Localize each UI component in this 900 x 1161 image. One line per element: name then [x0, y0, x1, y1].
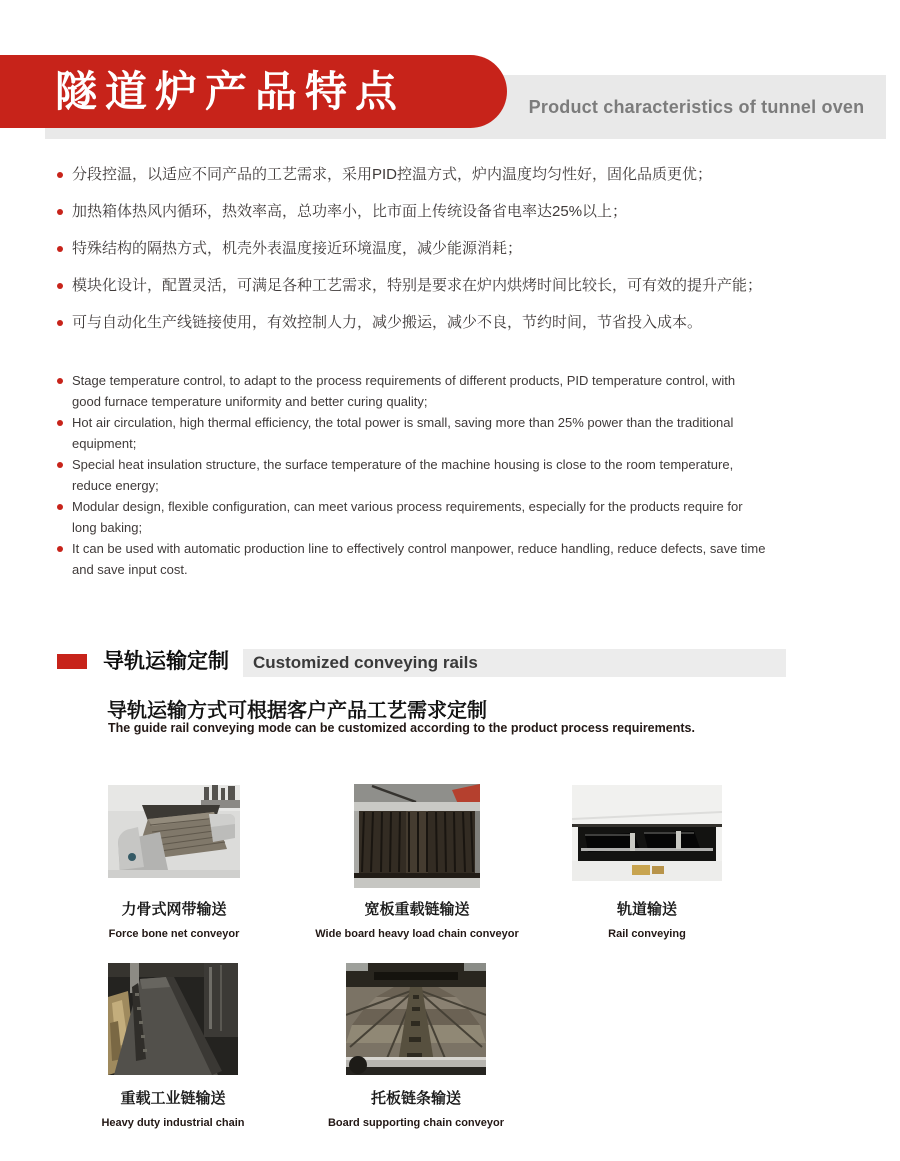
board-supporting-chain-conveyor-photo [346, 963, 486, 1075]
bullet-dot-icon [57, 209, 63, 215]
conveyor-name-en: Force bone net conveyor [108, 928, 240, 940]
conveyor-name-cn: 宽板重载链输送 [364, 901, 470, 918]
conveyor-card [327, 963, 505, 1129]
section-subtitle-en: The guide rail conveying mode can be customized according to the product process requirements. [108, 721, 695, 735]
feature-en-item [55, 454, 767, 496]
header-subtitle-en: Product characteristics of tunnel oven [528, 96, 865, 117]
bullet-dot-icon [57, 462, 63, 468]
bullet-dot-icon [57, 246, 63, 252]
feature-cn-text: 分段控温，以适应不同产品的工艺需求，采用PID控温方式，炉内温度均匀性好，固化品质更优； [72, 166, 713, 183]
section-title-en: Customized conveying rails [253, 653, 478, 672]
conveyor-card [108, 785, 240, 940]
section-title-cn: 导轨运输定制 [103, 650, 229, 673]
conveyor-name-cn: 轨道输送 [616, 901, 677, 918]
bullet-dot-icon [57, 420, 63, 426]
feature-cn-item [55, 241, 885, 257]
feature-en-text: Special heat insulation structure, the surface temperature of the machine housing is close to the room temperature, reduce energy; [72, 457, 734, 493]
feature-cn-item [55, 204, 885, 220]
feature-cn-item [55, 278, 885, 294]
bullet-dot-icon [57, 320, 63, 326]
section-red-marker-icon [57, 654, 87, 669]
bullet-dot-icon [57, 172, 63, 178]
bullet-dot-icon [57, 504, 63, 510]
feature-en-item [55, 370, 767, 412]
feature-cn-text: 加热箱体热风内循环，热效率高，总功率小，比市面上传统设备省电率达25%以上； [72, 203, 628, 220]
feature-cn-item [55, 315, 885, 331]
features-cn-list [55, 167, 885, 352]
conveyor-name-en: Board supporting chain conveyor [327, 1117, 505, 1129]
feature-cn-text: 模块化设计，配置灵活，可满足各种工艺需求，特别是要求在炉内烘烤时间比较长，可有效的提升产能； [72, 277, 763, 294]
features-en-list [55, 370, 767, 580]
force-bone-net-conveyor-photo [108, 785, 240, 878]
section-subtitle-cn: 导轨运输方式可根据客户产品工艺需求定制 [107, 700, 487, 722]
feature-cn-item [55, 167, 885, 183]
conveyor-name-cn: 重载工业链输送 [120, 1090, 226, 1107]
conveyor-card [101, 963, 245, 1129]
page-title: 隧道炉产品特点 [55, 68, 406, 115]
feature-cn-text: 特殊结构的隔热方式，机壳外表温度接近环境温度，减少能源消耗； [72, 240, 523, 257]
feature-en-item [55, 538, 767, 580]
conveyor-caption [276, 1087, 556, 1129]
conveyor-caption [33, 1087, 313, 1129]
conveyor-caption [507, 898, 787, 940]
conveyor-card [572, 785, 722, 940]
bullet-dot-icon [57, 546, 63, 552]
feature-en-text: Modular design, flexible configuration, can meet various process requirements, especially for the products require for long baking; [72, 499, 743, 535]
feature-en-item [55, 412, 767, 454]
bullet-dot-icon [57, 378, 63, 384]
feature-cn-text: 可与自动化生产线链接使用，有效控制人力，减少搬运，减少不良，节约时间，节省投入成本。 [72, 314, 703, 331]
heavy-duty-industrial-chain-photo [108, 963, 238, 1075]
conveyor-name-cn: 力骨式网带输送 [121, 901, 227, 918]
conveyor-name-cn: 托板链条输送 [370, 1090, 461, 1107]
feature-en-text: Hot air circulation, high thermal efficiency, the total power is small, saving more than 25% power than the traditional equipment; [72, 415, 734, 451]
section-gray-bar [243, 649, 786, 677]
feature-en-text: Stage temperature control, to adapt to the process requirements of different products, PID temperature control, with good furnace temperature uniformity and better curing quality; [72, 373, 736, 409]
conveyor-caption [34, 898, 314, 940]
header-red-banner [0, 55, 507, 128]
wide-board-heavy-load-chain-conveyor-photo [354, 784, 480, 888]
conveyor-name-en: Rail conveying [608, 928, 686, 940]
conveyor-name-en: Heavy duty industrial chain [101, 1117, 245, 1129]
rail-conveying-photo [572, 785, 722, 881]
conveyor-card [315, 784, 519, 940]
conveyor-name-en: Wide board heavy load chain conveyor [315, 928, 519, 940]
feature-en-text: It can be used with automatic production line to effectively control manpower, reduce handling, reduce defects, save time and save input cost. [72, 541, 766, 577]
bullet-dot-icon [57, 283, 63, 289]
feature-en-item [55, 496, 767, 538]
